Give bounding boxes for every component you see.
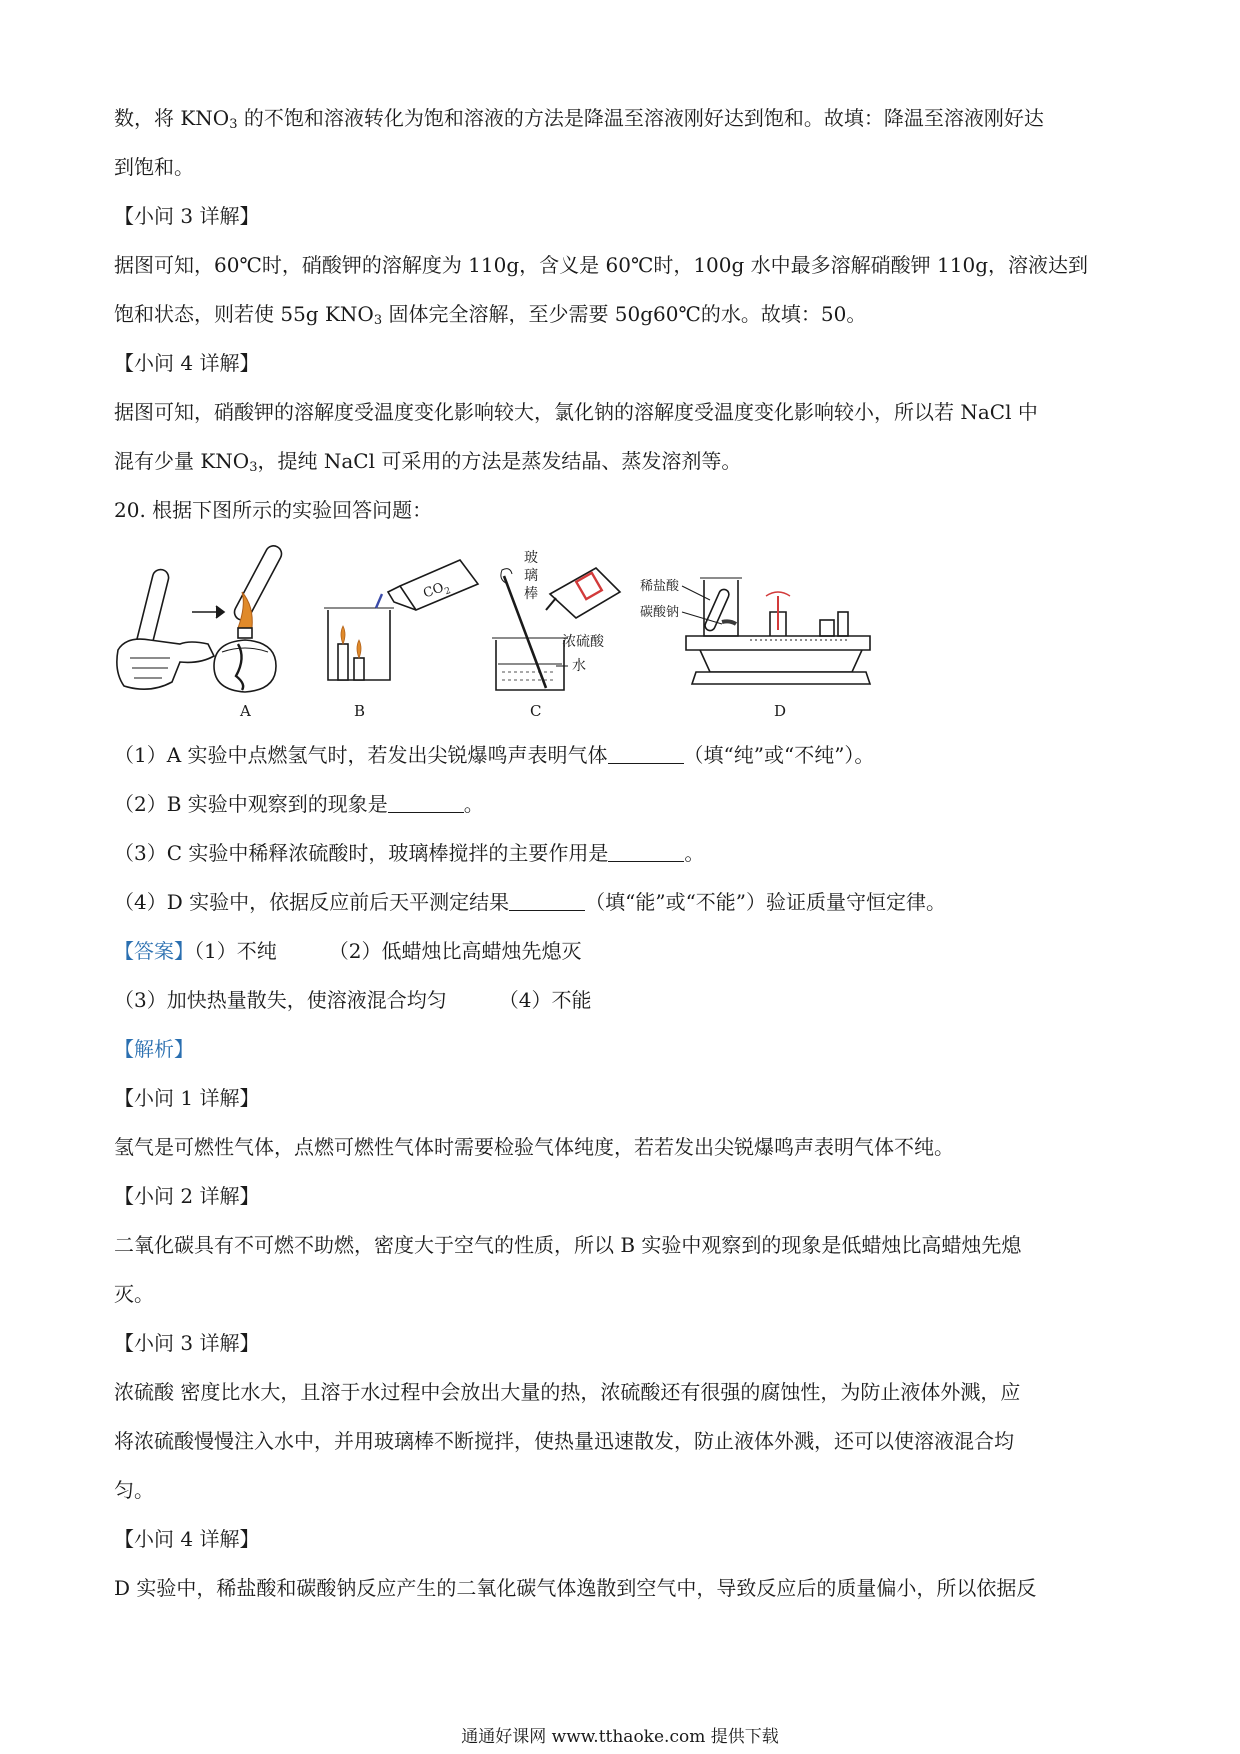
text-line: 二氧化碳具有不可燃不助燃，密度大于空气的性质，所以 B 实验中观察到的现象是低蜡烛比高蜡烛先熄	[114, 1233, 1022, 1257]
label-d: D	[774, 702, 787, 720]
question-4: （4）D 实验中，依据反应前后天平测定结果 （填“能”或“不能”）验证质量守恒定律。	[114, 890, 947, 914]
text-line: 将浓硫酸慢慢注入水中，并用玻璃棒不断搅拌，使热量迅速散发，防止液体外溅，还可以使溶液混合均	[114, 1429, 1014, 1453]
answer-blank	[608, 743, 684, 764]
label-c: C	[530, 702, 542, 720]
section-heading: 【小问 3 详解】	[114, 204, 260, 228]
section-heading: 【小问 2 详解】	[114, 1184, 260, 1208]
question-3: （3）C 实验中稀释浓硫酸时，玻璃棒搅拌的主要作用是 。	[114, 841, 705, 865]
question-2: （2）B 实验中观察到的现象是 。	[114, 792, 484, 816]
section-heading: 【小问 4 详解】	[114, 351, 260, 375]
text-line: 数，将 $KNO_3$ 的不饱和溶液转化为饱和溶液的方法是降温至溶液刚好达到饱和。故填：降温至溶液刚好达	[114, 106, 1044, 132]
answer-line-1: 【答案】（1）不纯 （2）低蜡烛比高蜡烛先熄灭	[114, 939, 582, 963]
label-a: A	[240, 702, 251, 720]
text-line: 浓硫酸 密度比水大，且溶于水过程中会放出大量的热，浓硫酸还有很强的腐蚀性，为防止液体外溅，应	[114, 1380, 1021, 1404]
section-heading: 【小问 3 详解】	[114, 1331, 260, 1355]
question-1: （1）A 实验中点燃氢气时，若发出尖锐爆鸣声表明气体 （填“纯”或“不纯”）。	[114, 743, 875, 767]
text-line: 到饱和。	[114, 155, 194, 179]
text-line: 氢气是可燃性气体，点燃可燃性气体时需要检验气体纯度，若若发出尖锐爆鸣声表明气体不纯。	[114, 1135, 954, 1159]
text-line: 混有少量 $KNO_3$，提纯 NaCl 可采用的方法是蒸发结晶、蒸发溶剂等。	[114, 449, 742, 475]
conc-acid-label: 浓硫酸	[562, 634, 604, 650]
text-line: 灭。	[114, 1282, 154, 1306]
section-heading: 【小问 4 详解】	[114, 1527, 260, 1551]
apparatus-c	[492, 568, 620, 690]
apparatus-b	[324, 560, 478, 680]
answer-blank	[388, 792, 464, 813]
experiment-figure	[110, 540, 990, 720]
text-line: 据图可知，硝酸钾的溶解度受温度变化影响较大，氯化钠的溶解度受温度变化影响较小，所以若 NaCl 中	[114, 400, 1038, 424]
answer-blank	[509, 890, 585, 911]
text-line: 饱和状态，则若使 55g $KNO_3$ 固体完全溶解，至少需要 50g60℃的水。故填：50。	[114, 302, 867, 328]
experiment-illustration	[110, 540, 990, 720]
text-line: 据图可知，60℃时，硝酸钾的溶解度为 110g，含义是 60℃时，100g 水中最多溶解硝酸钾 110g，溶液达到	[114, 253, 1089, 277]
answer-blank	[608, 841, 684, 862]
page-footer: 通通好课网 www.tthaoke.com 提供下载	[461, 1727, 779, 1747]
question-title: 20. 根据下图所示的实验回答问题：	[114, 498, 433, 522]
section-heading: 【小问 1 详解】	[114, 1086, 260, 1110]
analysis-tag: 【解析】	[114, 1037, 194, 1061]
dilute-hcl-label: 稀盐酸	[640, 579, 680, 594]
label-b: B	[354, 702, 366, 720]
text-line: 匀。	[114, 1478, 154, 1502]
co2-label: $CO_2$	[421, 580, 453, 602]
apparatus-a	[117, 543, 284, 692]
apparatus-d	[686, 578, 870, 684]
glass-rod-label: 玻璃棒	[524, 550, 538, 602]
sodium-carbonate-label: 碳酸钠	[640, 605, 680, 620]
answer-tag: 【答案】	[114, 939, 194, 963]
text-line: D 实验中，稀盐酸和碳酸钠反应产生的二氧化碳气体逸散到空气中，导致反应后的质量偏小，所以依据反	[114, 1576, 1037, 1600]
answer-line-2: （3）加快热量散失，使溶液混合均匀 （4）不能	[114, 988, 592, 1012]
water-label: 水	[572, 658, 586, 674]
